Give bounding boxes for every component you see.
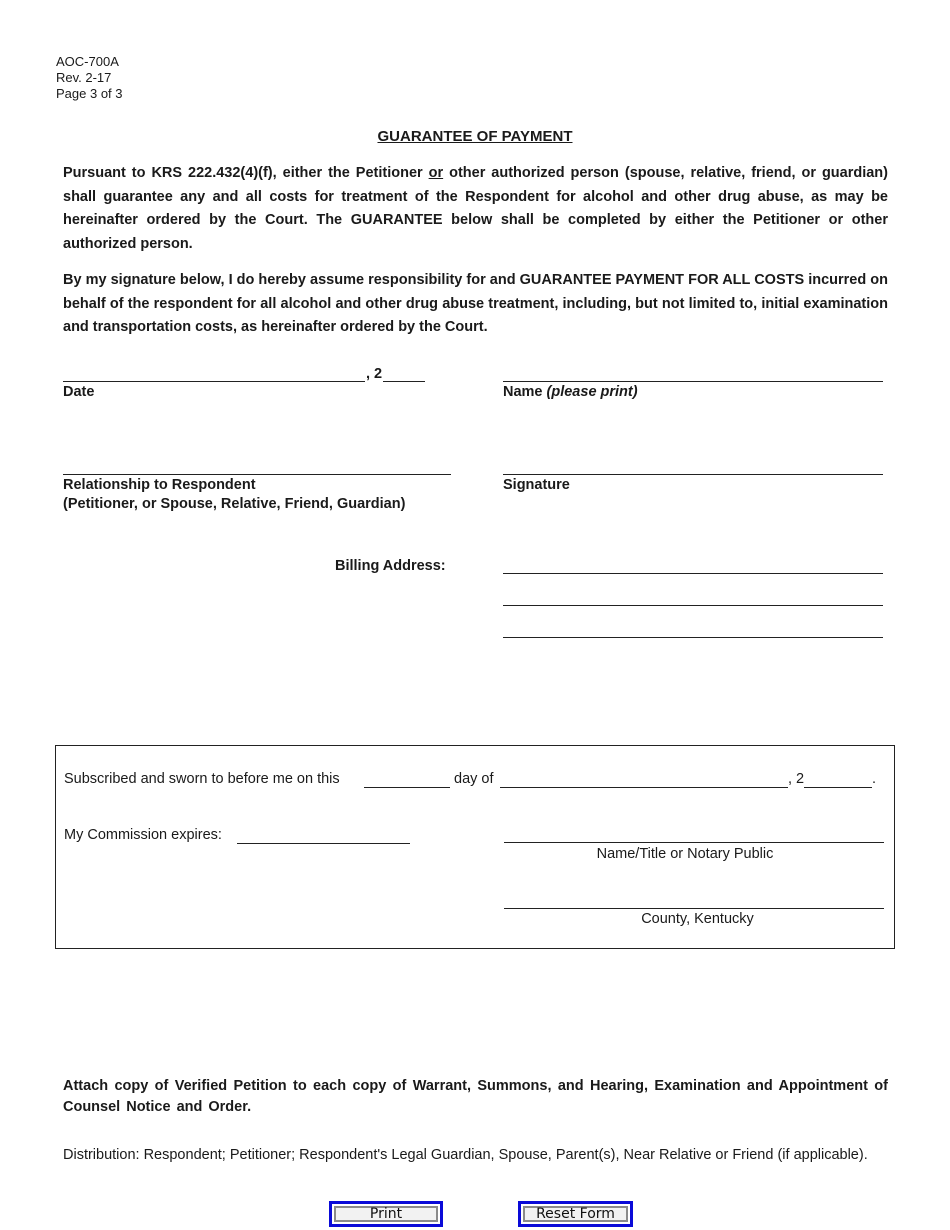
- print-button-label: Print: [334, 1206, 438, 1222]
- relationship-hint: (Petitioner, or Spouse, Relative, Friend, Guardian): [63, 496, 406, 512]
- page-title: GUARANTEE OF PAYMENT: [377, 128, 573, 145]
- commission-input-line[interactable]: [237, 843, 410, 844]
- notary-name-line[interactable]: [504, 842, 884, 843]
- reset-form-button[interactable]: [518, 1201, 633, 1227]
- billing-address-line-1[interactable]: [503, 573, 883, 574]
- attach-note: Attach copy of Verified Petition to each copy of Warrant, Summons, and Hearing, Examination and Appointment of Counsel Notice and Order.: [63, 1078, 888, 1115]
- form-header: [56, 54, 123, 102]
- sworn-month-line[interactable]: [500, 787, 788, 788]
- intro-text-pre: Pursuant to KRS 222.432(4)(f), either the Petitioner: [63, 165, 429, 181]
- guarantee-paragraph: By my signature below, I do hereby assume responsibility for and GUARANTEE PAYMENT FOR ALL COSTS incurred on behalf of the respondent for all alcohol and other drug abuse treatment, including, but not limited to, initial examination and transportation costs, as hereinafter ordered by the Court.: [63, 272, 888, 335]
- sworn-period: .: [872, 771, 877, 787]
- billing-address-line-3[interactable]: [503, 637, 883, 638]
- signature-label: Signature: [503, 477, 570, 493]
- name-label-group: [503, 384, 638, 400]
- county-label: County, Kentucky: [641, 911, 754, 927]
- date-label: Date: [63, 384, 95, 400]
- date-input-line[interactable]: [63, 381, 365, 382]
- billing-address-line-2[interactable]: [503, 605, 883, 606]
- intro-text-or: or: [428, 165, 444, 181]
- sworn-day-of: day of: [454, 771, 494, 787]
- notary-name-label: Name/Title or Notary Public: [596, 846, 774, 862]
- form-revision: Rev. 2-17: [56, 70, 112, 85]
- billing-address-label: Billing Address:: [335, 558, 446, 574]
- distribution-note: Distribution: Respondent; Petitioner; Respondent's Legal Guardian, Spouse, Parent(s), Near Relative or Friend (if applicable).: [63, 1147, 868, 1163]
- intro-paragraph: [63, 162, 888, 256]
- county-line[interactable]: [504, 908, 884, 909]
- form-id: AOC-700A: [56, 54, 119, 69]
- name-hint: (please print): [546, 384, 638, 400]
- page-number: Page 3 of 3: [56, 86, 123, 101]
- signature-input-line[interactable]: [503, 474, 883, 475]
- reset-button-label: Reset Form: [523, 1206, 628, 1222]
- sworn-day-line[interactable]: [364, 787, 450, 788]
- date-year-line[interactable]: [383, 381, 425, 382]
- sworn-text-pre: Subscribed and sworn to before me on this: [64, 771, 340, 787]
- relationship-label: Relationship to Respondent: [63, 477, 256, 493]
- relationship-input-line[interactable]: [63, 474, 451, 475]
- commission-label: My Commission expires:: [64, 827, 222, 843]
- name-input-line[interactable]: [503, 381, 883, 382]
- sworn-year-prefix: , 2: [788, 771, 805, 787]
- name-label: Name: [503, 384, 543, 400]
- date-year-prefix: , 2: [366, 366, 383, 382]
- sworn-year-line[interactable]: [804, 787, 872, 788]
- intro-text-post: other authorized person (spouse, relative, friend, or guardian) shall guarantee any and all costs for treatment of the Respondent for alcohol and other drug abuse, as may be hereinafter ordered by the Court. The GUARANTEE below shall be completed by either the Petitioner or other authorized person.: [63, 165, 888, 252]
- print-button[interactable]: [329, 1201, 443, 1227]
